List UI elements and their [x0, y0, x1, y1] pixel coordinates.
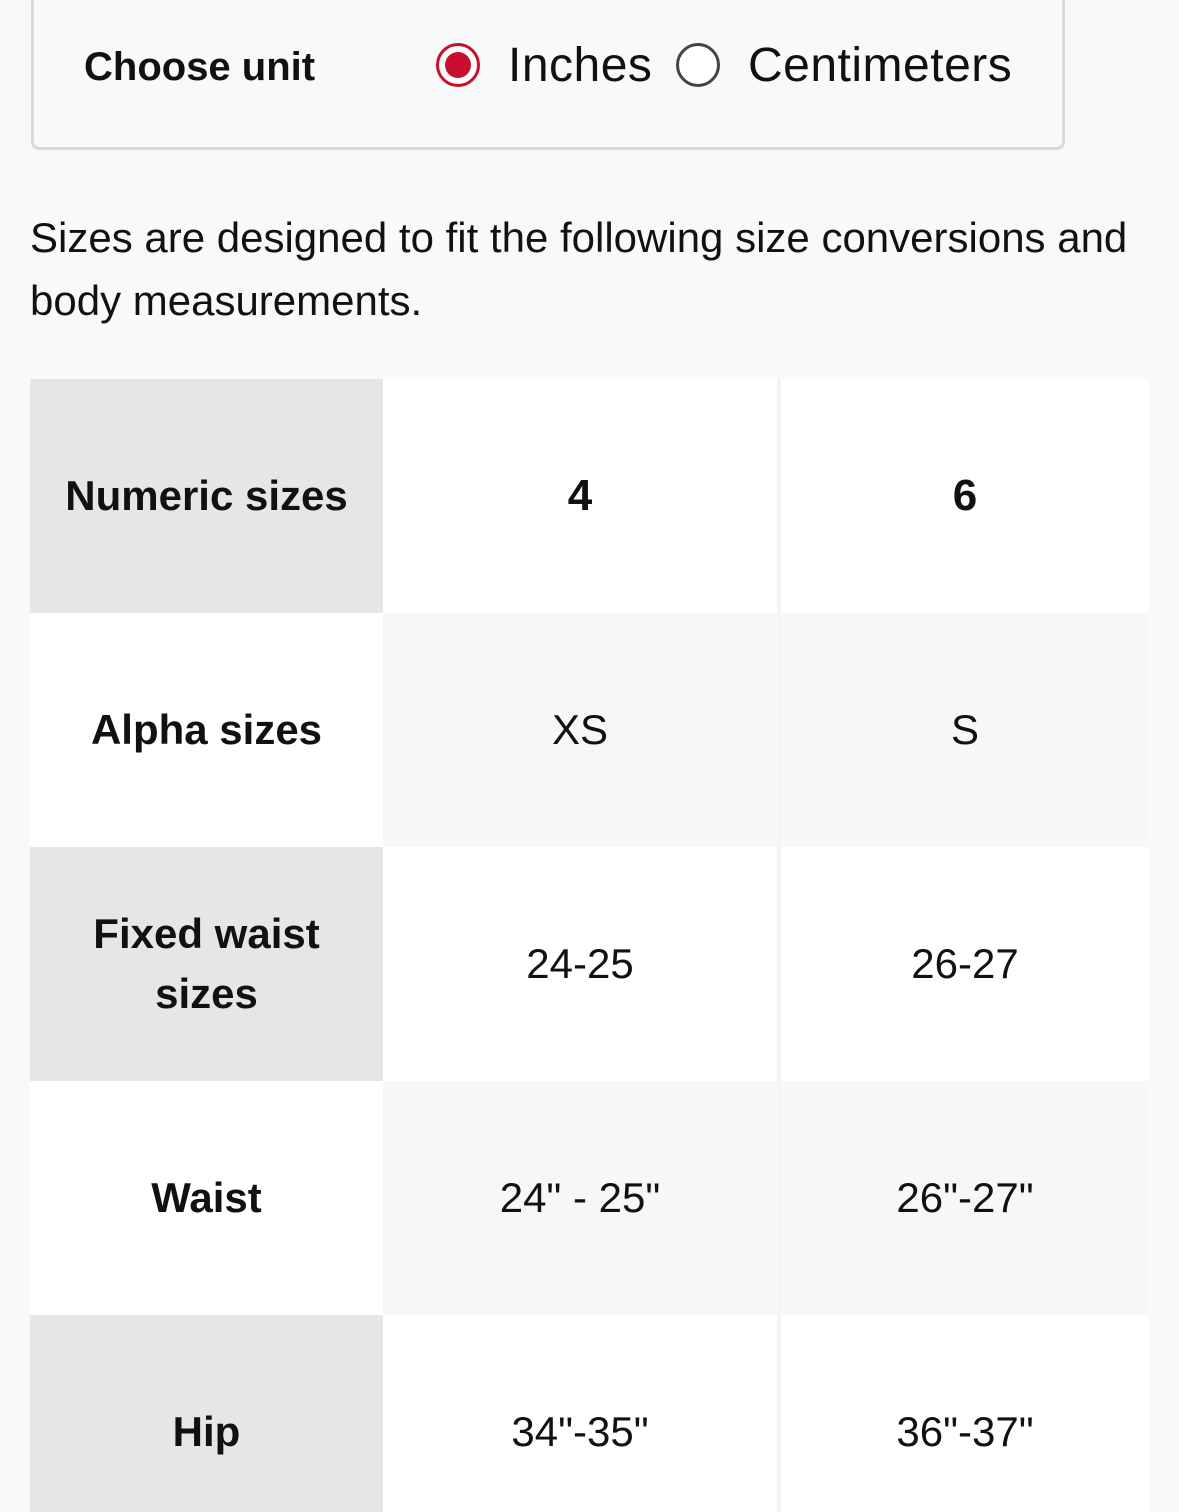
- row-header-fixed-waist-sizes: [30, 847, 383, 1081]
- row-header-hip: Hip: [30, 1315, 383, 1512]
- unit-selector-label: Choose unit: [84, 45, 316, 89]
- table-cell: XS: [383, 613, 779, 847]
- table-cell: 34"-35": [383, 1315, 779, 1512]
- size-description-text: Sizes are designed to fit the following size conversions and body measurements.: [30, 214, 1128, 324]
- table-cell: S: [779, 613, 1149, 847]
- row-header-waist: Waist: [30, 1081, 383, 1315]
- inches-radio-option[interactable]: [436, 37, 652, 93]
- table-cell: 6: [779, 379, 1149, 613]
- table-cell: 36"-37": [779, 1315, 1149, 1512]
- row-header-numeric-sizes: Numeric sizes: [30, 379, 383, 613]
- table-cell: 26-27: [779, 847, 1149, 1081]
- table-row-numeric-sizes: [30, 379, 1149, 613]
- centimeters-radio-button[interactable]: [676, 43, 720, 87]
- unit-selector-card: [31, 0, 1065, 150]
- inches-radio-label[interactable]: Inches: [508, 38, 653, 92]
- table-row-hip: [30, 1315, 1149, 1512]
- table-row-fixed-waist-sizes: [30, 847, 1149, 1081]
- table-cell: 26"-27": [779, 1081, 1149, 1315]
- size-conversion-table: [30, 379, 1149, 1512]
- table-cell: 4: [383, 379, 779, 613]
- table-row-waist: [30, 1081, 1149, 1315]
- centimeters-radio-option[interactable]: [676, 37, 1012, 93]
- table-cell: 24-25: [383, 847, 779, 1081]
- row-header-fixed-waist-sizes-text: Fixed waist sizes: [93, 910, 320, 1017]
- table-row-alpha-sizes: [30, 613, 1149, 847]
- row-header-alpha-sizes: Alpha sizes: [30, 613, 383, 847]
- centimeters-radio-label[interactable]: Centimeters: [748, 38, 1013, 92]
- table-cell: 24" - 25": [383, 1081, 779, 1315]
- inches-radio-button[interactable]: [436, 43, 480, 87]
